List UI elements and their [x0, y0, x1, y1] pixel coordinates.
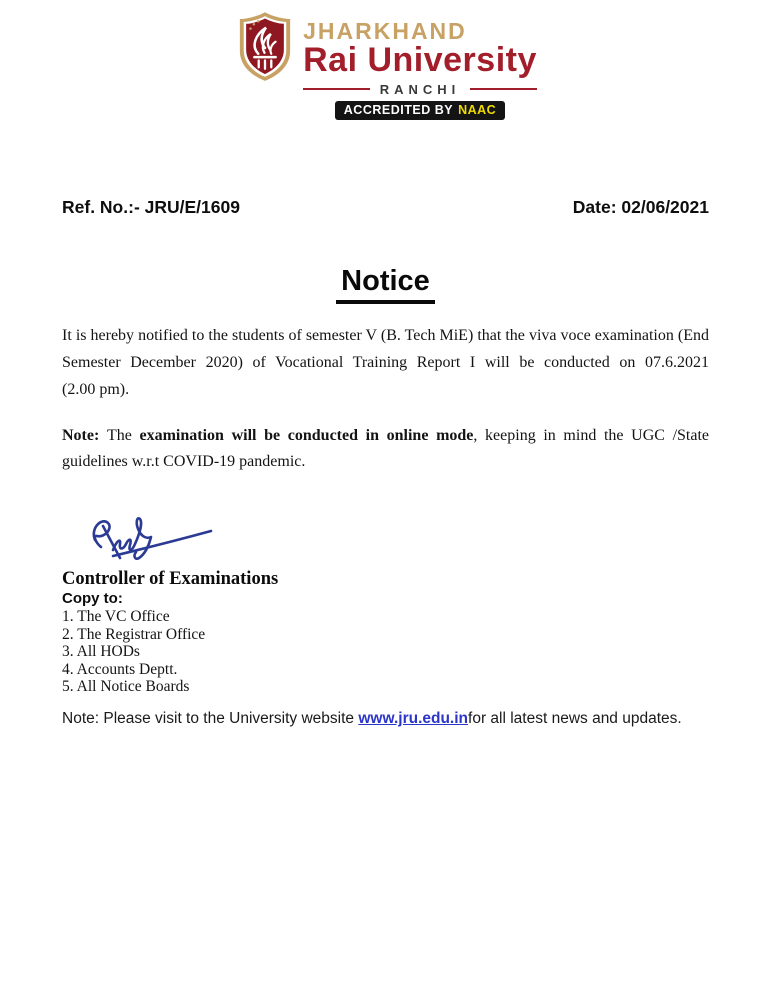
notice-title-text: Notice	[336, 266, 435, 304]
copy-to-label: Copy to:	[62, 590, 123, 608]
copy-to-item-5: 5. All Notice Boards	[62, 678, 190, 696]
logo-state-name: JHARKHAND	[303, 18, 467, 44]
naac-accreditation-badge	[335, 101, 505, 121]
note-regular-1: The	[106, 427, 140, 445]
page-title	[62, 261, 709, 304]
right-rule-line	[470, 88, 537, 90]
meta-row	[62, 197, 709, 217]
logo-text-block	[303, 20, 537, 120]
signature-icon	[82, 511, 220, 569]
notice-content	[62, 197, 709, 729]
website-note-prefix: Note: Please visit to the University website	[62, 709, 359, 727]
university-website-link[interactable]: www.jru.edu.in	[358, 709, 469, 727]
logo-city: RANCHI	[379, 81, 461, 97]
copy-to-item-2: 2. The Registrar Office	[62, 625, 206, 643]
logo-city-row	[303, 83, 537, 96]
note-regular-2: , keeping in mind the UGC /State guidelines w.r.t COVID-19 pandemic.	[62, 427, 710, 471]
university-crest-icon	[236, 10, 294, 84]
notice-date: Date: 02/06/2021	[572, 197, 709, 218]
notice-body-paragraph: It is hereby notified to the students of semester V (B. Tech MiE) that the viva voce examination (End Semester December 2020) of Vocational Training Report I will be conducted on 07.6.2021 (2.00 pm).	[62, 327, 709, 399]
copy-to-item-4: 4. Accounts Deptt.	[62, 660, 178, 678]
reference-number: Ref. No.:- JRU/E/1609	[62, 197, 240, 218]
copy-to-list	[62, 608, 709, 696]
copy-to-item-3: 3. All HODs	[62, 643, 140, 661]
note-label: Note:	[62, 427, 107, 445]
badge-naac-label: NAAC	[458, 102, 497, 117]
covid-note-paragraph	[62, 423, 709, 475]
website-note-suffix: for all latest news and updates.	[468, 709, 682, 727]
logo-university-name: Rai University	[303, 41, 537, 79]
university-logo	[0, 0, 773, 120]
badge-prefix-label: ACCREDITED BY	[343, 102, 454, 117]
note-bold-text: examination will be conducted in online mode	[139, 427, 474, 445]
left-rule-line	[303, 88, 370, 90]
signatory-title: Controller of Examinations	[62, 569, 279, 590]
copy-to-item-1: 1. The VC Office	[62, 608, 170, 626]
signature-image	[82, 511, 220, 569]
website-note	[62, 709, 709, 729]
